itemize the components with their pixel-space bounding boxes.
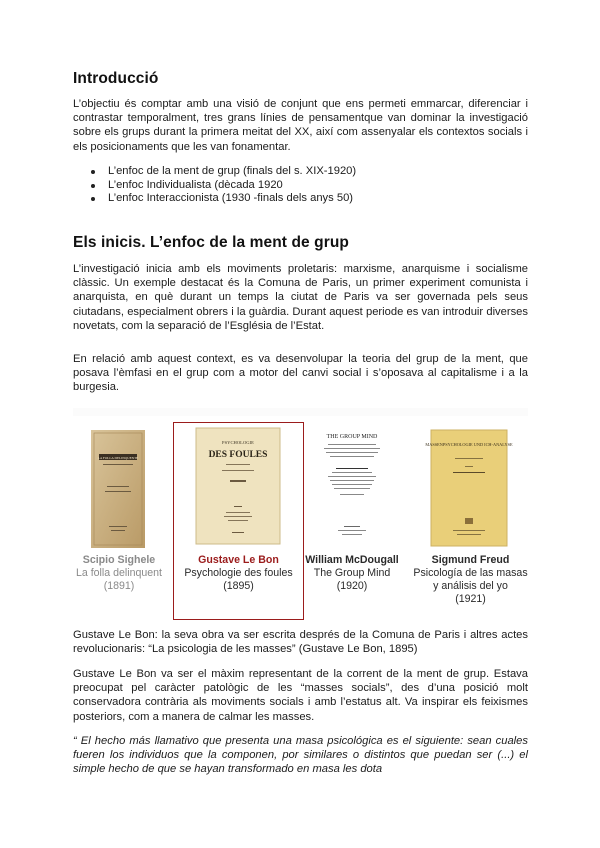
section-title-introduccio: Introducció: [73, 70, 159, 87]
svg-text:DES FOULES: DES FOULES: [208, 450, 268, 460]
list-item: L’enfoc de la ment de grup (finals del s. XIX-1920): [73, 165, 356, 179]
books-figure: [73, 408, 528, 622]
bullet-icon: [91, 170, 95, 174]
quote-paragraph: “ El hecho más llamativo que presenta una masa psicológica es el siguiente: sean cuales fueren los individuos que la componen, por similares o distintos que puedan ser (...) el simple hecho de que se hayan transformado en masa les dota: [73, 735, 528, 776]
lebon-paragraph-2: Gustave Le Bon va ser el màxim representant de la corrent de la ment de grup. Estava preocupat pel caràcter patològic de les “masses socials”, des d’una posició molt conservadora contrària als moviments socials i amb l’estatus alt. Va inspirar els feixismes posteriors, com a manera de calmar les masses.: [73, 668, 528, 723]
caption-lebon: Gustave Le Bon Psychologie des foules (1895): [184, 554, 293, 592]
svg-text:MASSENPSYCHOLOGIE UND ICH-ANAL: MASSENPSYCHOLOGIE UND ICH-ANALYSE: [425, 442, 513, 447]
caption-mcdougall: William McDougall The Group Mind (1920): [305, 554, 399, 592]
inicis-paragraph-2: En relació amb aquest context, es va desenvolupar la teoria del grup de la ment, que posava l’èmfasi en el grup com a motor del canvi social i s’oposava al capitalisme i a la burgesia.: [73, 353, 528, 394]
list-item: L’enfoc Individualista (dècada 1920: [73, 179, 356, 193]
bullet-icon: [91, 184, 95, 188]
list-item: L’enfoc Interaccionista (1930 -finals dels anys 50): [73, 192, 356, 206]
book-cover-freud: [425, 430, 513, 546]
intro-paragraph: L’objectiu és comptar amb una visió de conjunt que ens permeti emmarcar, diferenciar i contrastar temporalment, tres grans línies de pensamentque van dominar la investigació sobre els grups durant la primera meitat del XX, així com assenyalar els contextos socials i els posicionaments que les van fonamentar.: [73, 98, 528, 153]
lebon-paragraph-1: Gustave Le Bon: la seva obra va ser escrita després de la Comuna de Paris i altres actes revolucionaris: “La psicologia de les masses” (Gustave Le Bon, 1895): [73, 629, 528, 656]
bullet-icon: [91, 197, 95, 201]
inicis-paragraph-1: L’investigació inicia amb els moviments proletaris: marxisme, anarquisme i socialisme clàssic. Un exemple destacat és la Comuna de Paris, un primer experiment comunista i anarquista, en què durant un temps la ciutat de Paris va ser governada pels seus ciutadans, especialment obrers i la guàrdia. Durant aquest periode es van introduir diverses novetats, com la separació de l’Església de l’Estat.: [73, 263, 528, 332]
approaches-list: [73, 165, 356, 206]
book-cover-lebon: [196, 428, 280, 544]
svg-text:THE GROUP MIND: THE GROUP MIND: [326, 434, 378, 440]
book-cover-mcdougall: [314, 428, 390, 544]
caption-sighele: Scipio Sighele La folla delinquent (1891): [76, 554, 162, 592]
caption-freud: Sigmund Freud Psicología de las masas y análisis del yo (1921): [413, 554, 528, 605]
svg-text:LA FOLLA DELINQUENTE: LA FOLLA DELINQUENTE: [97, 456, 139, 460]
section-title-inicis: Els inicis. L’enfoc de la ment de grup: [73, 234, 349, 251]
book-cover-sighele: [91, 430, 145, 548]
svg-text:PSYCHOLOGIE: PSYCHOLOGIE: [222, 440, 254, 445]
